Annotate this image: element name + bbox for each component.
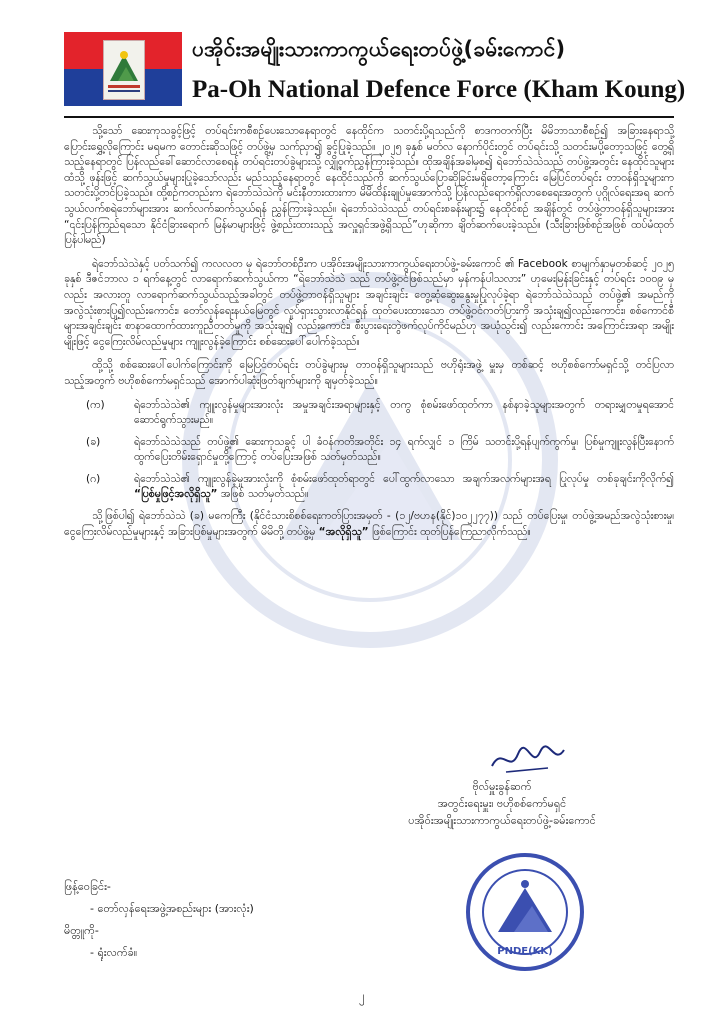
item-tail-text: အဖြစ် သတ်မှတ်သည်။ — [217, 488, 309, 501]
item-text: ရဲဘော်သဲသဲ၏ ကျူးလွန်ခဲ့မှုအားလုံးကို စုံစမ်းဖော်ထုတ်ရာတွင် ပေါ်ထွက်လာသော အချက်အလက်များအရ ပြုလုပ်မှု တစ်ခုချင်းကိုလိုက်၍ — [134, 472, 674, 485]
paragraph-4 — [64, 509, 674, 540]
signature-block — [330, 732, 674, 829]
paragraph-1: သို့သော် ဆေးကုသခွင့်ဖြင့် တပ်ရင်းကစီစဉ်ပေးသောနေရာတွင် နေထိုင်က သတင်းပို့ရသည်ကို စာဒကတက်ပြီး မိမိဘာသာစီစဉ်၍ အခြားနေရာသို့ ပြောင်းရွှေ့လိုကြောင်း မရမက တောင်းဆိုသဖြင့် တပ်ဖွဲ့မှ သက်ညှာ၍ ခွင့်ပြုခဲ့သည်။ ၂၀၂၅ ခုနှစ် မတ်လ နောက်ပိုင်းတွင် တပ်ရင်းသို့ သတင်းမပို့တော့သဖြင့် တွေ့ရှိသည့်နေရာတွင် ပြန်လည်ခေါ်ဆောင်လာစေရန် တပ်ရင်းတပ်ခွဲများသို့ လျှို့ဝှက်ညွှန်ကြားခဲ့သည်။ ထိုအချိန်အခါမှစ၍ ရဲဘော်သဲသဲသည် တပ်ဖွဲ့အတွင်း နေထိုင်သူများထံသို့ ဖုန်းဖြင့် ဆက်သွယ်မှုများပြုခဲ့သော်လည်း မည်သည့်နေရာတွင် နေထိုင်သည်ကို ဆက်သွယ်ပြောဆိုခြင်းမရှိတော့ကြောင်း မြေပြင်တပ်ရင်း တာဝန်ရှိသူများက သတင်းပို့တင်ပြခဲ့သည်။ ထို့စဉ်ကတည်းက ရဲဘော်သဲသဲကို မင်းနီတားထားကာ မိမိထိန်းချုပ်မှုအောက်သို့ ပြန်လည်ရောက်ရှိလာစေရေးအတွက် ပုဂ္ဂိုလ်ရေးအရ ဆက်သွယ်လက်စရဲဘော်များအား ဆက်လက်ဆက်သွယ်ရန် ညွှန်ကြားခဲ့သည်။ ရဲဘော်သဲသဲသည် တပ်ရင်းစခန်းများ၌ နေထိုင်စဉ် အချိန်တွင် တပ်ဖွဲ့တာဝန်ရှိသူများအား “၎င်းပြန်ကြည်ရသော နိုင်ငံခြားရောက် မြန်မာများဖြင့် ဖွဲ့စည်းထားသည့် အလှူရှင်အဖွဲ့ရှိသည်”ဟုဆိုကာ ချိတ်ဆက်ပေးခဲ့သည်။ (သီးခြားဖြစ်စဉ်အဖြစ် ထပ်မံထုတ်ပြန်ပါမည်) — [64, 125, 674, 247]
paragraph-3: ထို့သို့ စစ်ဆေးပေါ်ပေါက်ကြောင်းကို မြေပြင်တပ်ရင်း တပ်ခွဲများမှ တာဝန်ရှိသူများသည် ဗဟိုရုံးအဖွဲ့ မှူးမှ တစ်ဆင့် ဗဟိုစစ်ကော်မရှင်သို့ တင်ပြလာသည့်အတွက် ဗဟိုစစ်ကော်မရှင်သည် အောက်ပါဆုံးဖြတ်ချက်များကို ချမှတ်ခဲ့သည်။ — [64, 359, 674, 387]
item-number: (ခ) — [86, 435, 101, 448]
decision-item-ka — [64, 398, 674, 429]
signatory-title: အတွင်းရေးမှူး၊ ဗဟိုစစ်ကော်မရှင် — [437, 797, 567, 810]
paragraph-4-text: သို့ဖြစ်ပါ၍ ရဲဘော်သဲသဲ (ခ) မကေကြီး (နိုင်ငံသားစိစစ်ရေးကတ်ပြားအမှတ် - (၁၂/ဗဟန(နိုင်)၁၀၂၂၇၇)) သည် တပ်ပြေးမှု၊ တပ်ဖွဲ့အမည်အလွဲသုံးစားမှု၊ ငွေကြေးလိမ်လည်မှုများနှင့် အခြားပြစ်မှုများအတွက် မိမိတို့ တပ်ဖွဲ့မှ — [64, 510, 674, 538]
item-text: ရဲဘော်သဲသဲသည် တပ်ဖွဲ့၏ ဆေးကုသခွင့် ပါ ခံဝန်ကတိအတိုင်း ၁၄ ရက်လျှင် ၁ ကြိမ် သတင်းပို့ရန်ပျက်ကွက်မှု၊ ပြစ်မှုကျူးလွန်ပြီးနောက် ထွက်ပြေးတိမ်းရှောင်မှုတို့ကြောင့် တပ်ပြေးအဖြစ် သတ်မှတ်သည်။ — [134, 435, 674, 464]
decision-item-kha — [64, 435, 674, 466]
paragraph-2: ရဲဘော်သဲသဲနှင့် ပတ်သက်၍ ကလလတ မှ ရဲဘော်တစ်ဦးက ပအိုဝ်းအမျိုးသားကာကွယ်ရေးတပ်ဖွဲ့-ခမ်းကောင် ၏ Facebook စာမျက်နှာမှတစ်ဆင့် ၂၀၂၅ ခုနှစ် ဒီဇင်ဘာလ ၁ ရက်နေ့တွင် လာရောက်ဆက်သွယ်ကာ “ရဲဘော်သဲသဲ သည် တပ်ဖွဲ့ဝင်ဖြစ်သည်မှာ မှန်ကန်ပါသလား” ဟုမေးမြန်းခြင်းနှင့် တပ်ရင်း ၁၀၀၉ မှလည်း အလားတူ လာရောက်ဆက်သွယ်သည့်အခါတွင် တပ်ဖွဲ့တာဝန်ရှိသူများ အချင်းချင်း တွေ့ဆုံဆွေးနွေးမှုပြုလုပ်ခဲ့ရာ ရဲဘော်သဲသဲသည် တပ်ဖွဲ့၏ အမည်ကို အလွဲသုံးစားပြု၍လည်းကောင်း၊ တော်လှန်ရေးနယ်မြေတွင် လှုပ်ရှားသွားလာနိုင်ရန် ထုတ်ပေးထားသော တပ်ဖွဲ့ဝင်ကတ်ပြားကို အသုံးချ၍လည်းကောင်း၊ စစ်ကောင်စီများအချင်းချင်း စာနာထောက်ထားကူညီတတ်မှုကို အသုံးချ၍ လည်းကောင်း၊ စီးပွားရေးတွဲဖက်လုပ်ကိုင်မည်ဟု အယုံသွင်း၍ လည်းကောင်း အကြောင်းအရာ အမျိုးမျိုးဖြင့် ငွေကြေးလိမ်လည်မှုများ ကျူးလွန်ခဲ့ကြောင်း စစ်ဆေးပေါ်ပေါက်ခဲ့သည်။ — [64, 257, 674, 348]
letterhead — [64, 32, 686, 110]
flag-logo — [64, 32, 182, 106]
org-name-burmese: ပအိုဝ်းအမျိုးသားကာကွယ်ရေးတပ်ဖွဲ့(ခမ်းကောင်) — [192, 37, 566, 61]
official-seal — [464, 848, 586, 976]
item-number: (က) — [86, 398, 105, 411]
signatory-name: ဗိုလ်မှူးခွန်ဆက် — [472, 780, 532, 793]
item-number: (ဂ) — [86, 472, 101, 485]
header-divider — [64, 116, 674, 118]
svg-text:PNDF(KK): PNDF(KK) — [497, 946, 553, 957]
wanted-label: “အလိုရှိသူ” — [318, 525, 369, 538]
distribution-item: - တော်လှန်ရေးအဖွဲ့အစည်းများ (အားလုံး) — [90, 902, 254, 915]
letter-body — [64, 124, 674, 548]
emblem-icon — [103, 40, 145, 100]
paragraph-4-tail: ဖြစ်ကြောင်း ထုတ်ပြန်ကြေညာလိုက်သည်။ — [368, 525, 531, 538]
page-number: ၂ — [359, 989, 365, 1003]
distribution-list — [64, 876, 364, 964]
distribution-label: ဖြန့်ဝေခြင်း- — [64, 880, 111, 893]
signatory-org: ပအိုဝ်းအမျိုးသားကာကွယ်ရေးတပ်ဖွဲ့-ခမ်းကောင် — [408, 814, 596, 827]
copy-to-item: - ရုံးလက်ခံ။ — [90, 946, 138, 959]
item-bold-text: “ပြစ်မှုဖြင့်အလိုရှိသူ” — [134, 488, 218, 501]
item-text: ရဲဘော်သဲသဲ၏ ကျူးလွန်မှုများအားလုံး အမှုအချင်းအရာများနှင့် တကွ စုံစမ်းဖော်ထုတ်ကာ နစ်နာခဲ့သူများအတွက် တရားမျှတမှုရအောင် ဆောင်ရွက်သွားမည်။ — [134, 398, 674, 427]
copy-to-label: မိတ္တူကို- — [64, 924, 99, 937]
decision-item-ga — [64, 472, 674, 503]
org-name-english: Pa-Oh National Defence Force (Kham Koung) — [192, 76, 686, 103]
